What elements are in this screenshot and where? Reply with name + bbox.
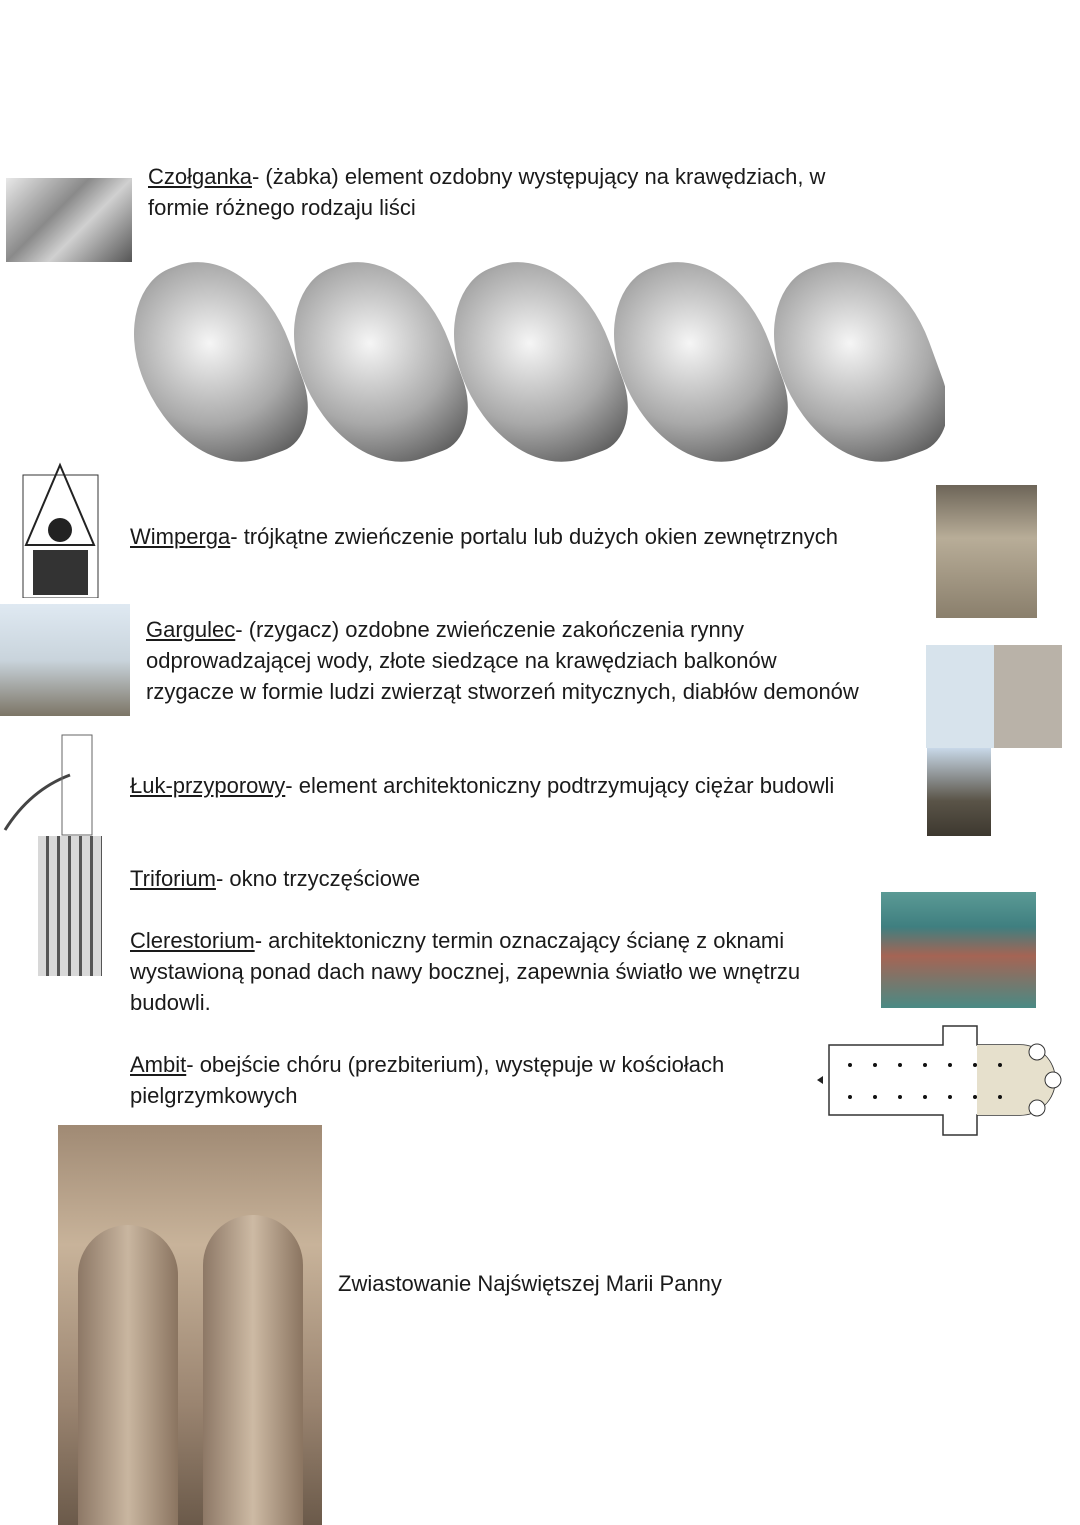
church-floor-plan: [815, 1020, 1065, 1138]
gargoyle-photo-right: [926, 645, 1062, 748]
entry-luk-przyporowy: Łuk-przyporowy- element architektoniczny podtrzymujący ciężar budowli: [130, 773, 835, 798]
flying-buttress-photo: [927, 748, 991, 836]
crocket-drawings: [132, 248, 945, 472]
entry-czolganka: Czołganka- (żabka) element ozdobny występujący na krawędziach, w formie różnego rodzaju liści: [148, 164, 826, 220]
entry-triforium: Triforium- okno trzyczęściowe: [130, 866, 421, 891]
entry-clerestorium: Clerestorium- architektoniczny termin oznaczający ścianę z oknami wystawioną ponad dach nawy bocznej, zapewnia światło we wnętrzu budowli.: [130, 928, 801, 1015]
annunciation-caption: Zwiastowanie Najświętszej Marii Panny: [338, 1271, 722, 1296]
entry-gargulec: Gargulec- (rzygacz) ozdobne zwieńczenie zakończenia rynny odprowadzającej wody, złote siedzące na krawędziach balkonów rzygacze w formie ludzi zwierząt stworzeń mitycznych, diabłów demonów: [146, 617, 859, 704]
entry-ambit: Ambit- obejście chóru (prezbiterium), występuje w kościołach pielgrzymkowych: [130, 1052, 725, 1108]
term: Czołganka: [148, 164, 252, 189]
triforium-photo: [38, 836, 102, 976]
crocket-photo: [6, 178, 132, 262]
gargoyle-photo-left: [0, 604, 130, 716]
wimperga-drawing: [18, 455, 103, 598]
entry-wimperga: Wimperga- trójkątne zwieńczenie portalu lub dużych okien zewnętrznych: [130, 524, 839, 549]
flying-buttress-drawing: [0, 730, 103, 840]
wimperga-photo: [936, 485, 1037, 618]
annunciation-statue-photo: [58, 1125, 322, 1525]
clerestorium-photo: [881, 892, 1036, 1008]
